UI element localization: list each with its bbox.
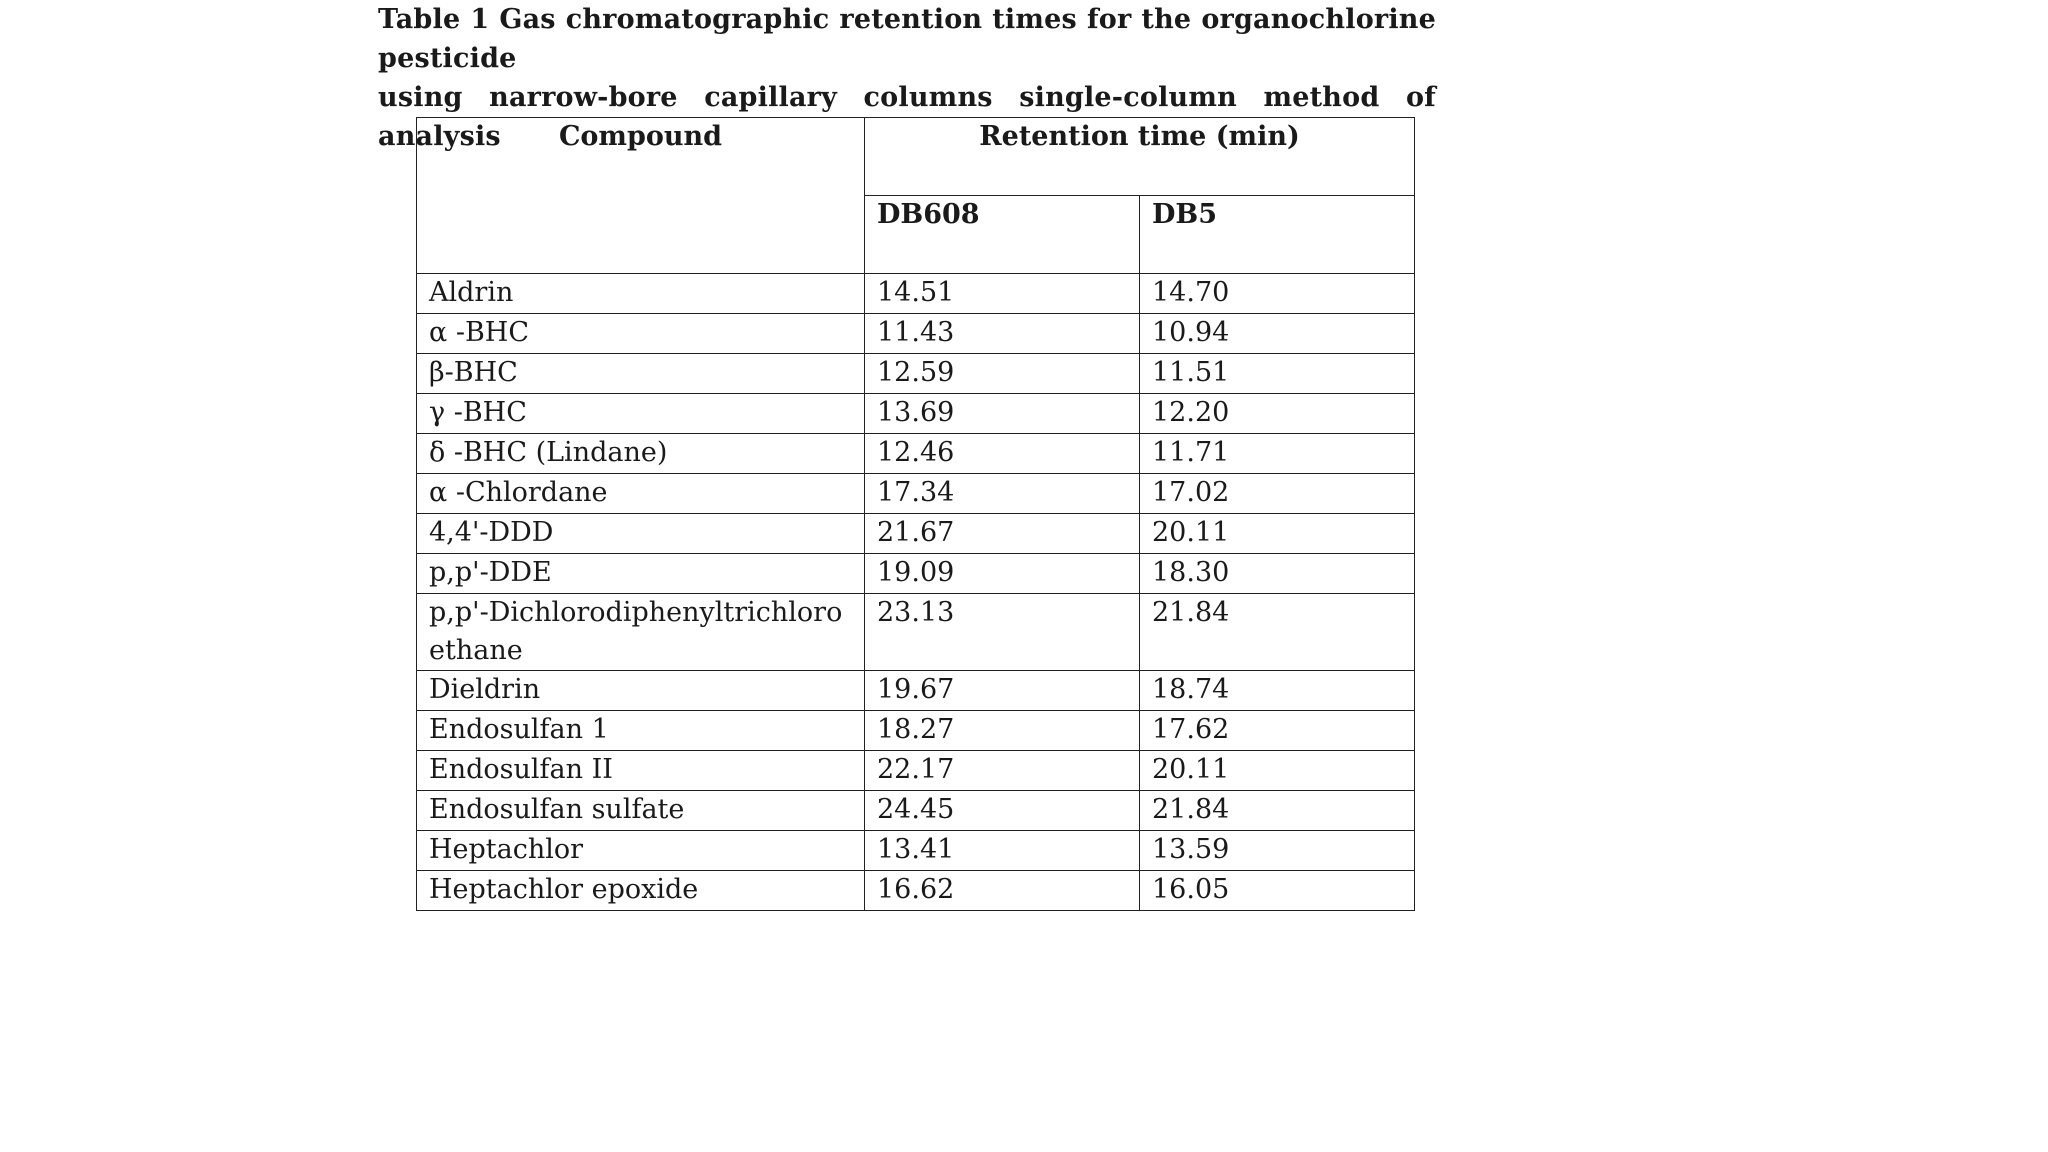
db608-cell: 24.45	[865, 791, 1140, 831]
db608-cell: 18.27	[865, 711, 1140, 751]
db5-cell: 10.94	[1140, 314, 1415, 354]
table-row	[417, 514, 1415, 554]
compound-cell: Endosulfan sulfate	[417, 791, 865, 831]
compound-cell: Heptachlor epoxide	[417, 871, 865, 911]
db5-cell: 11.51	[1140, 354, 1415, 394]
db5-cell: 13.59	[1140, 831, 1415, 871]
db5-cell: 20.11	[1140, 751, 1415, 791]
retention-time-table	[416, 117, 1415, 911]
table-row	[417, 791, 1415, 831]
db608-cell: 16.62	[865, 871, 1140, 911]
db608-cell: 13.41	[865, 831, 1140, 871]
table-row	[417, 594, 1415, 671]
compound-cell: Heptachlor	[417, 831, 865, 871]
compound-cell: Endosulfan II	[417, 751, 865, 791]
db608-cell: 21.67	[865, 514, 1140, 554]
compound-cell: β-BHC	[417, 354, 865, 394]
db608-cell: 17.34	[865, 474, 1140, 514]
compound-cell: γ -BHC	[417, 394, 865, 434]
db5-cell: 20.11	[1140, 514, 1415, 554]
compound-cell: 4,4'-DDD	[417, 514, 865, 554]
db5-cell: 16.05	[1140, 871, 1415, 911]
db608-cell: 12.59	[865, 354, 1140, 394]
table-row	[417, 474, 1415, 514]
table-row	[417, 671, 1415, 711]
db608-cell: 23.13	[865, 594, 1140, 671]
db5-cell: 18.30	[1140, 554, 1415, 594]
table-row	[417, 394, 1415, 434]
compound-cell: α -Chlordane	[417, 474, 865, 514]
compound-cell: Endosulfan 1	[417, 711, 865, 751]
db608-cell: 13.69	[865, 394, 1140, 434]
db5-cell: 21.84	[1140, 594, 1415, 671]
compound-cell: Aldrin	[417, 274, 865, 314]
table-row	[417, 434, 1415, 474]
db5-cell: 17.62	[1140, 711, 1415, 751]
caption-line-1: Table 1 Gas chromatographic retention times for the organochlorine pesticide	[378, 4, 1436, 74]
table-row	[417, 354, 1415, 394]
db5-cell: 11.71	[1140, 434, 1415, 474]
header-compound: Compound	[417, 118, 865, 274]
db608-cell: 19.67	[865, 671, 1140, 711]
db608-cell: 11.43	[865, 314, 1140, 354]
table-row	[417, 751, 1415, 791]
header-db608: DB608	[865, 196, 1140, 274]
header-db5: DB5	[1140, 196, 1415, 274]
table-row	[417, 711, 1415, 751]
db608-cell: 14.51	[865, 274, 1140, 314]
compound-cell: p,p'-DDE	[417, 554, 865, 594]
db608-cell: 22.17	[865, 751, 1140, 791]
header-retention-time: Retention time (min)	[865, 118, 1415, 196]
db608-cell: 12.46	[865, 434, 1140, 474]
compound-cell: α -BHC	[417, 314, 865, 354]
compound-cell: p,p'-Dichlorodiphenyltrichloroethane	[417, 594, 865, 671]
table-row	[417, 871, 1415, 911]
db5-cell: 17.02	[1140, 474, 1415, 514]
db5-cell: 12.20	[1140, 394, 1415, 434]
caption-line-2: using narrow-bore capillary columns single-column method of analysis	[378, 82, 1436, 152]
table-row	[417, 314, 1415, 354]
compound-cell: Dieldrin	[417, 671, 865, 711]
compound-cell: δ -BHC (Lindane)	[417, 434, 865, 474]
table-row	[417, 274, 1415, 314]
db608-cell: 19.09	[865, 554, 1140, 594]
table-row	[417, 554, 1415, 594]
db5-cell: 21.84	[1140, 791, 1415, 831]
table-row	[417, 831, 1415, 871]
db5-cell: 18.74	[1140, 671, 1415, 711]
db5-cell: 14.70	[1140, 274, 1415, 314]
